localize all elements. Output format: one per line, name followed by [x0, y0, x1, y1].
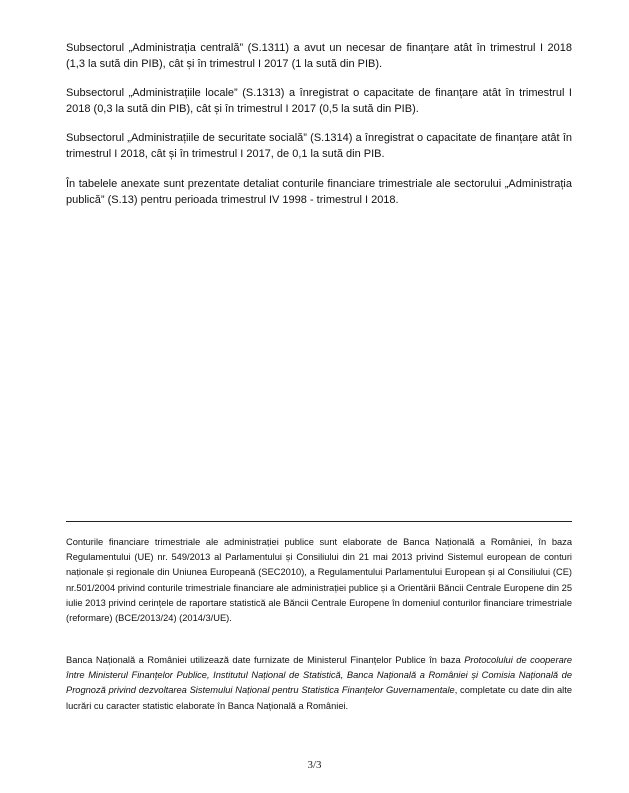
paragraph-central-administration: Subsectorul „Administrația centrală” (S.1311) a avut un necesar de finanțare atât în trimestrul I 2018 (1,3 la sută din PIB), cât și în trimestrul I 2017 (1 la sută din PIB). — [66, 42, 572, 70]
page-number: 3/3 — [307, 759, 322, 771]
paragraph-annex-tables: În tabelele anexate sunt prezentate detaliat conturile financiare trimestriale ale sectorului „Administrația publică” (S.13) pentru perioada trimestrul IV 1998 - trimestrul I 2018. — [66, 178, 572, 206]
data-source-note — [66, 653, 572, 714]
methodology-note: Conturile financiare trimestriale ale administrației publice sunt elaborate de Banca Națională a României, în baza Regulamentului (UE) nr. 549/2013 al Parlamentului și Consiliului din 21 mai 2013 privind Sistemul european de conturi naționale și regionale din Uniunea Europeană (SEC2010), a Regulamentului Parlamentului European și al Consiliului (CE) nr.501/2004 privind conturile trimestriale financiare ale administrației publice și a Orientării Băncii Centrale Europene din 25 iulie 2013 privind cerințele de raportare statistică ale Băncii Centrale Europene în domeniul conturilor financiare trimestriale (reformare) (BCE/2013/24) (2014/3/UE). — [66, 537, 572, 624]
footnote-divider — [66, 521, 572, 522]
data-source-note-end: , completate cu date din alte lucrări cu caracter statistic elaborate în Banca Națională a României. — [66, 685, 572, 711]
protocol-title: Protocolului de cooperare între Ministerul Finanțelor Publice, Institutul Național de Statistică, Banca Națională a României și Comisia Națională de Prognoză privind dezvoltarea Sistemului Național pentru Statistica Finanțelor Guvernamentale — [66, 655, 573, 696]
paragraph-local-administrations: Subsectorul „Administrațiile locale” (S.1313) a înregistrat o capacitate de finanțare atât în trimestrul I 2018 (0,3 la sută din PIB), cât și în trimestrul I 2017 (0,5 la sută din PIB). — [66, 87, 572, 115]
paragraph-social-security: Subsectorul „Administrațiile de securitate socială” (S.1314) a înregistrat o capacitate de finanțare atât în trimestrul I 2018, cât și în trimestrul I 2017, de 0,1 la sută din PIB. — [66, 132, 572, 160]
data-source-note-intro: Banca Națională a României utilizează date furnizate de Ministerul Finanțelor Publice în baza — [66, 655, 465, 665]
